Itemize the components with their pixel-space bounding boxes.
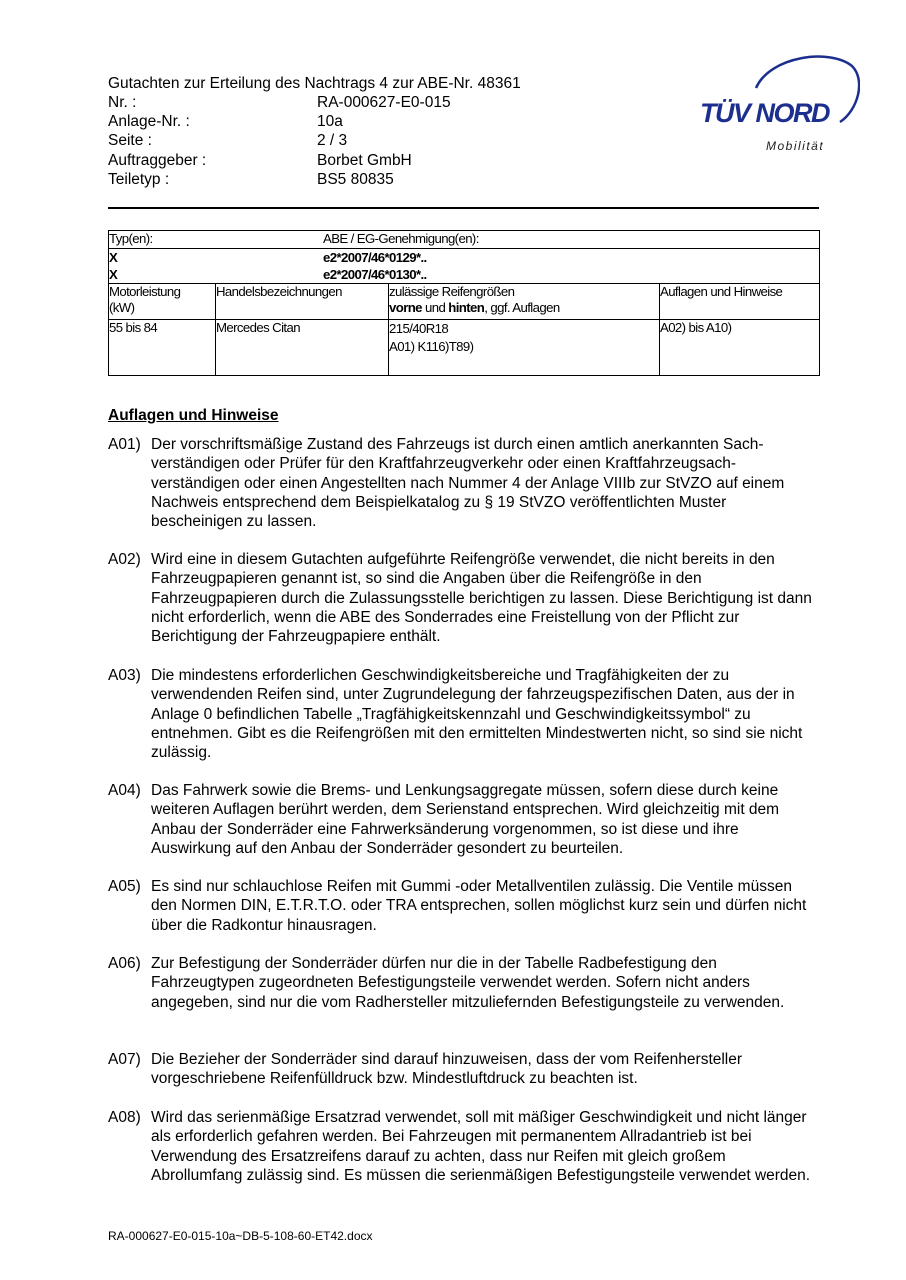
- note-text: Wird das serienmäßige Ersatzrad verwendet, soll mit mäßiger Geschwindigkeit und nicht länger als erforderlich gefahren werden. Bei Fahrzeugen mit permanentem Allradantrieb ist bei Verwendung des Ersatzreifens darauf zu achten, dass nur Reifen mit gleich großem Abrollumfang zulässig sind. Es müssen die serienmäßigen Befestigungsteile verwendet werden.: [151, 1109, 811, 1184]
- power-cell: 55 bis 84: [109, 320, 216, 376]
- note-item: [108, 666, 819, 762]
- power-header: [109, 284, 216, 320]
- tyres-header-line2: [389, 300, 659, 316]
- note-text: Der vorschriftsmäßige Zustand des Fahrzeugs ist durch einen amtlich anerkannten Sach-verständigen oder Prüfer für den Kraftfahrzeugverkehr oder einen Kraftfahrzeugsach-verständigen oder einen Angestellten nach Nummer 4 der Anlage VIIIb zur StVZO auf einem Nachweis entsprechend dem Beispielkatalog zu § 19 StVZO veröffentlichten Muster bescheinigen zu lassen.: [151, 436, 785, 531]
- header-key: Anlage-Nr. :: [108, 113, 190, 130]
- note-code: A07): [108, 1051, 141, 1068]
- header-value: RA-000627-E0-015: [317, 94, 451, 111]
- note-code: A01): [108, 436, 141, 453]
- section-title: Auflagen und Hinweise: [108, 407, 279, 424]
- logo-subtitle: Mobilität: [766, 139, 825, 153]
- type-header: Typ(en):: [109, 231, 153, 246]
- type-value: X: [109, 267, 118, 282]
- tyre-notes: A01) K116)T89): [389, 339, 474, 354]
- tyres-tail-label: , ggf. Auflagen: [484, 300, 560, 315]
- header-key: Teiletyp :: [108, 171, 170, 188]
- tyres-rear-label: hinten: [448, 300, 485, 315]
- tyre-size: 215/40R18: [389, 321, 449, 336]
- note-item: [108, 1108, 819, 1185]
- table-column-headers: [109, 284, 820, 320]
- trade-name-cell: Mercedes Citan: [216, 320, 389, 376]
- note-code: A06): [108, 955, 141, 972]
- notes-header: Auflagen und Hinweise: [660, 284, 820, 320]
- note-text: Wird eine in diesem Gutachten aufgeführte Reifengröße verwendet, die nicht bereits in den Fahrzeugpapieren genannt ist, so sind die Angaben über die Reifengröße in den Fahrzeugpapieren durch die Zulassungsstelle berichtigen zu lassen. Diese Berichtigung ist dann nicht erforderlich, wenn die ABE des Sonderrades eine Freistellung von der Pflicht zur Berichtigung der Fahrzeugpapiere enthält.: [151, 551, 812, 646]
- tyre-cell: [389, 320, 660, 376]
- type-value: X: [109, 250, 118, 265]
- logo-brand: TÜV NORD: [700, 98, 829, 128]
- note-item: [108, 954, 819, 1012]
- tyres-and-label: und: [421, 300, 449, 315]
- table-row: [109, 320, 820, 376]
- header-key: Nr. :: [108, 94, 137, 111]
- note-item: [108, 435, 819, 531]
- header-key: Seite :: [108, 132, 152, 149]
- note-text: Die mindestens erforderlichen Geschwindigkeitsbereiche und Tragfähigkeiten der zu verwendenden Reifen sind, unter Zugrundelegung der fahrzeugspezifischen Daten, aus der in Anlage 0 befindlichen Tabelle „Tragfähigkeitskennzahl und Geschwindigkeitssymbol“ zu entnehmen. Gibt es die Reifengrößen mit den ermittelten Mindestwerten nicht, so sind sie nicht zulässig.: [151, 667, 803, 762]
- note-text: Das Fahrwerk sowie die Brems- und Lenkungsaggregate müssen, sofern diese durch keine weiteren Auflagen berührt werden, dem Serienstand entsprechen. Wird gleichzeitig mit dem Anbau der Sonderräder eine Fahrwerksänderung vorgenommen, so ist diese und ihre Auswirkung auf den Anbau der Sonderräder gesondert zu beurteilen.: [151, 782, 780, 857]
- table-header-row: [109, 231, 820, 249]
- document-title: Gutachten zur Erteilung des Nachtrags 4 zur ABE-Nr. 48361: [108, 75, 521, 92]
- note-code: A02): [108, 551, 141, 568]
- approval-value: e2*2007/46*0130*..: [323, 267, 427, 282]
- note-code: A04): [108, 782, 141, 799]
- note-item: [108, 550, 819, 646]
- header-divider: [108, 207, 819, 209]
- footer-filename: RA-000627-E0-015-10a~DB-5-108-60-ET42.docx: [108, 1229, 373, 1243]
- note-code: A08): [108, 1109, 141, 1126]
- note-code: A03): [108, 667, 141, 684]
- notes-cell: A02) bis A10): [660, 320, 820, 376]
- table-row: [109, 249, 820, 284]
- power-header-line1: Motorleistung: [109, 284, 181, 299]
- header-key: Auftraggeber :: [108, 152, 207, 169]
- header-value: 2 / 3: [317, 132, 348, 149]
- vehicle-table: [108, 230, 820, 376]
- power-header-line2: (kW): [109, 300, 135, 315]
- note-text: Es sind nur schlauchlose Reifen mit Gummi -oder Metallventilen zulässig. Die Ventile müssen den Normen DIN, E.T.R.T.O. oder TRA entsprechen, sollen möglichst kurz sein und dürfen nicht über die Radkontur hinausragen.: [151, 878, 807, 934]
- tyres-header-line1: zulässige Reifengrößen: [389, 284, 515, 299]
- header-value: Borbet GmbH: [317, 152, 412, 169]
- note-item: [108, 781, 819, 858]
- note-item: [108, 1050, 819, 1089]
- note-text: Zur Befestigung der Sonderräder dürfen nur die in der Tabelle Radbefestigung den Fahrzeugtypen zugeordneten Befestigungsteile verwendet werden. Sofern nicht anders angegeben, sind nur die vom Radhersteller mitzuliefernden Befestigungsteile zu verwenden.: [151, 955, 785, 1011]
- tyres-header: [389, 284, 660, 320]
- header-value: BS5 80835: [317, 171, 394, 188]
- note-text: Die Bezieher der Sonderräder sind darauf hinzuweisen, dass der vom Reifenhersteller vorgeschriebene Reifenfülldruck bzw. Mindestluftdruck zu beachten ist.: [151, 1051, 743, 1088]
- note-code: A05): [108, 878, 141, 895]
- tyres-front-label: vorne: [389, 300, 422, 315]
- approval-value: e2*2007/46*0129*..: [323, 250, 427, 265]
- trade-names-header: Handelsbezeichnungen: [216, 284, 389, 320]
- note-item: [108, 877, 819, 935]
- header-value: 10a: [317, 113, 343, 130]
- approval-header: ABE / EG-Genehmigung(en):: [323, 231, 479, 246]
- tuv-nord-logo: [690, 50, 860, 160]
